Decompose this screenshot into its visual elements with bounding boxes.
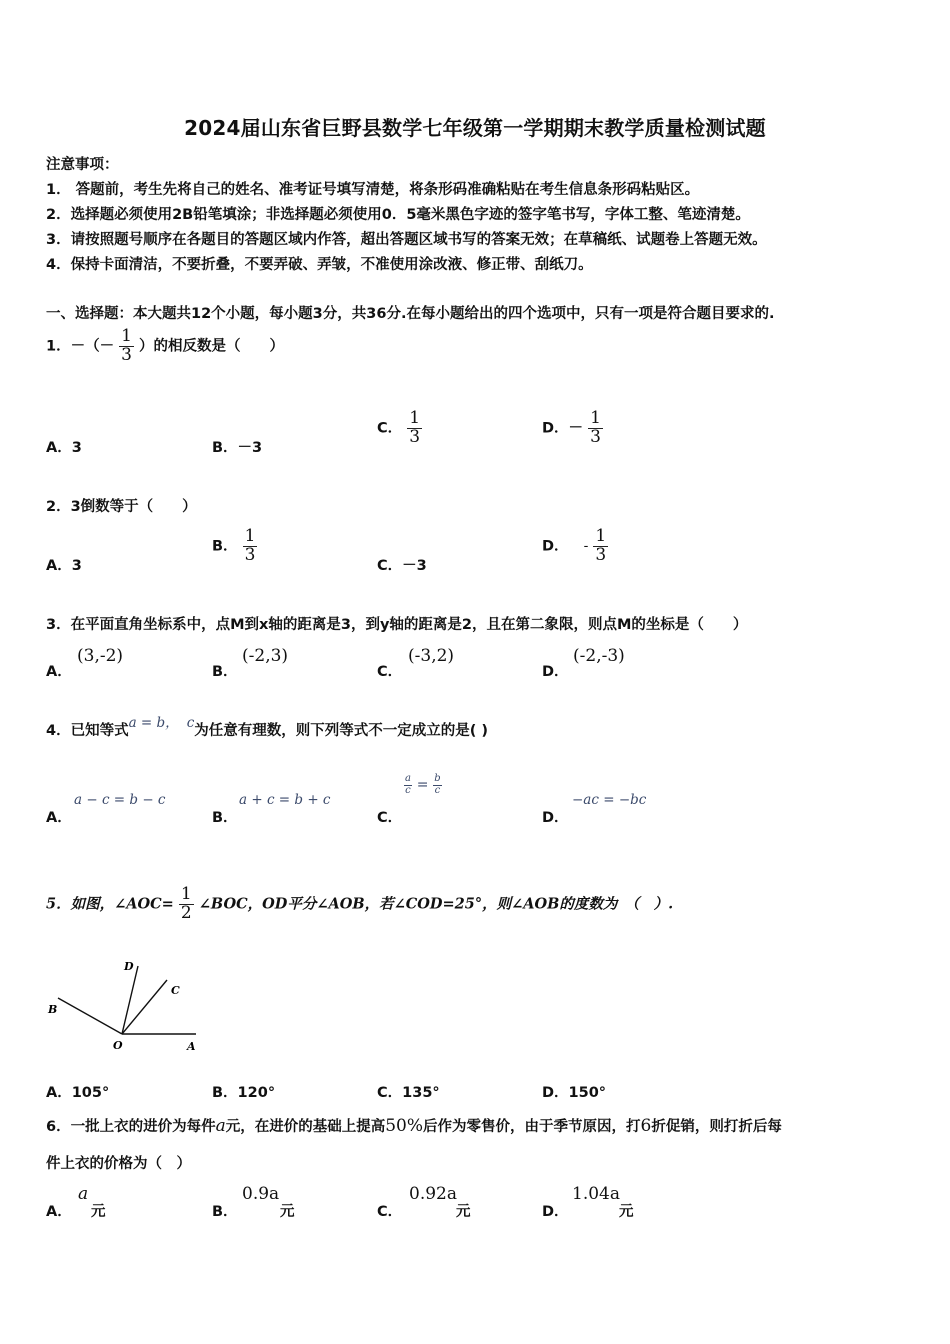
q4-c-equals: = — [416, 777, 429, 793]
q1-frac-den: 3 — [121, 344, 132, 365]
q6-option-d-value: 1.04a — [572, 1184, 620, 1204]
q1-frac-num: 1 — [121, 326, 132, 346]
note-item-1: 1． 答题前，考生先将自己的姓名、准考证号填写清楚，将条形码准确粘贴在考生信息条形码粘贴区。 — [46, 182, 700, 198]
q3-option-c-label[interactable]: C． — [377, 664, 403, 680]
q4-option-b-label[interactable]: B． — [212, 810, 238, 826]
question-5-stem — [46, 886, 673, 923]
q5-angle-figure — [40, 952, 210, 1057]
ray-ob — [58, 998, 122, 1034]
q4-option-d-value: −ac = −bc — [572, 792, 647, 808]
q6-option-b-unit: 元 — [280, 1204, 295, 1220]
q6-six: 6 — [640, 1116, 652, 1136]
label-c: C — [171, 984, 180, 997]
q6-option-c-value: 0.92a — [409, 1184, 457, 1204]
question-6-stem-line-2: 件上衣的价格为（ ） — [46, 1156, 191, 1172]
q4-c-frac-1 — [404, 774, 412, 796]
q4-option-a-label[interactable]: A． — [46, 810, 72, 826]
q5-option-d[interactable]: D．150° — [542, 1085, 607, 1101]
q4-c-num-1: a — [405, 773, 411, 784]
q6-stem-d: 折促销，则打折后每 — [651, 1119, 782, 1135]
q5-frac-num: 1 — [180, 884, 192, 904]
q5-fraction — [179, 886, 194, 923]
q6-option-d-unit: 元 — [619, 1204, 634, 1220]
label-b: B — [48, 1003, 58, 1016]
q2-option-c[interactable]: C．－3 — [377, 558, 427, 574]
q1-c-num: 1 — [409, 408, 421, 428]
note-item-4: 4．保持卡面清洁，不要折叠，不要弄破、弄皱，不准使用涂改液、修正带、刮纸刀。 — [46, 257, 593, 273]
question-3-stem: 3．在平面直角坐标系中，点M到x轴的距离是3，到y轴的距离是2，且在第二象限，则点M的坐标是（ ） — [46, 617, 748, 633]
label-o: O — [113, 1039, 123, 1052]
q1-option-b[interactable]: B．－3 — [212, 440, 263, 456]
section-heading: 一、选择题：本大题共12个小题，每小题3分，共36分.在每小题给出的四个选项中，只有一项是符合题目要求的. — [46, 306, 775, 322]
q6-stem-a: 6．一批上衣的进价为每件 — [46, 1119, 216, 1135]
q6-option-a-label[interactable]: A． — [46, 1204, 72, 1220]
q1-option-c-fraction — [407, 410, 422, 447]
q3-option-b-value: (-2,3) — [242, 646, 289, 666]
q2-option-d[interactable] — [542, 528, 608, 565]
q6-percent: 50% — [385, 1116, 424, 1136]
note-item-2: 2．选择题必须使用2B铅笔填涂；非选择题必须使用0．5毫米黑色字迹的签字笔书写，字体工整、笔迹清楚。 — [46, 207, 750, 223]
q4-option-c-value — [404, 774, 442, 796]
notes-heading: 注意事项： — [46, 157, 119, 173]
q2-d-sign: - — [583, 538, 589, 555]
q6-option-b-label[interactable]: B． — [212, 1204, 238, 1220]
q1-prefix: 1．－（－ — [46, 338, 115, 355]
q5-option-b[interactable]: B．120° — [212, 1085, 276, 1101]
q1-d-den: 3 — [590, 426, 601, 447]
q6-option-c-unit: 元 — [456, 1204, 471, 1220]
q4-option-a-value: a − c = b − c — [74, 792, 166, 808]
q2-option-b-fraction — [243, 528, 258, 565]
q2-option-d-label: D． — [542, 538, 569, 555]
q4-c-den-2: c — [434, 784, 441, 796]
q4-c-num-2: b — [434, 773, 441, 784]
q1-option-d-label: D．－ — [542, 420, 584, 437]
q3-option-b-label[interactable]: B． — [212, 664, 238, 680]
q3-option-a-value: (3,-2) — [77, 646, 124, 666]
q1-option-c[interactable] — [377, 410, 422, 447]
q2-option-a[interactable]: A．3 — [46, 558, 82, 574]
q3-option-d-label[interactable]: D． — [542, 664, 569, 680]
q4-option-d-label[interactable]: D． — [542, 810, 569, 826]
q4-option-b-value: a + c = b + c — [239, 792, 331, 808]
q4-stem-math-1: a = b， — [128, 715, 179, 731]
q1-d-num: 1 — [590, 408, 601, 428]
q2-option-b-label: B． — [212, 538, 238, 555]
q4-stem-b: 为任意有理数，则下列等式不一定成立的是( ) — [194, 723, 489, 739]
page-title: 2024届山东省巨野县数学七年级第一学期期末教学质量检测试题 — [184, 116, 766, 140]
q2-option-b[interactable] — [212, 528, 257, 565]
q5-frac-den: 2 — [180, 902, 192, 923]
q2-d-den: 3 — [595, 544, 607, 565]
q5-option-c[interactable]: C．135° — [377, 1085, 440, 1101]
q2-d-num: 1 — [595, 526, 607, 546]
q1-fraction — [119, 328, 134, 365]
q1-option-d[interactable] — [542, 410, 603, 447]
q6-var-a: a — [215, 1116, 226, 1136]
note-item-3: 3．请按照题号顺序在各题目的答题区域内作答，超出答题区域书写的答案无效；在草稿纸、试题卷上答题无效。 — [46, 232, 767, 248]
q1-c-den: 3 — [409, 426, 421, 447]
question-4-stem — [46, 715, 489, 740]
q4-c-den-1: c — [405, 784, 411, 796]
label-d: D — [124, 960, 134, 973]
q6-option-a-unit: 元 — [91, 1204, 106, 1220]
q4-stem-math-2: c — [186, 715, 195, 731]
q1-option-d-fraction — [588, 410, 603, 447]
q4-stem-a: 4．已知等式 — [46, 723, 129, 739]
q4-c-frac-2 — [433, 774, 441, 796]
q5-stem-b: ∠BOC，OD平分∠AOB，若∠COD=25°，则∠AOB的度数为 （ ）. — [198, 895, 674, 913]
q6-stem-b: 元，在进价的基础上提高 — [225, 1119, 386, 1135]
q2-option-d-fraction — [593, 528, 608, 565]
q1-option-c-label: C． — [377, 420, 403, 437]
q3-option-d-value: (-2,-3) — [573, 646, 625, 666]
q4-option-c-label[interactable]: C． — [377, 810, 403, 826]
q2-b-num: 1 — [244, 526, 256, 546]
q6-option-a-value: a — [78, 1184, 89, 1204]
q1-option-a[interactable]: A．3 — [46, 440, 82, 456]
q2-b-den: 3 — [244, 544, 256, 565]
question-2-stem: 2．3倒数等于（ ） — [46, 499, 197, 515]
q5-option-a[interactable]: A．105° — [46, 1085, 110, 1101]
q1-suffix: ）的相反数是（ ） — [139, 338, 285, 355]
q6-option-c-label[interactable]: C． — [377, 1204, 403, 1220]
question-6-stem-line-1 — [46, 1115, 782, 1136]
label-a: A — [187, 1040, 196, 1053]
q6-option-d-label[interactable]: D． — [542, 1204, 569, 1220]
question-1-stem — [46, 328, 284, 365]
q6-option-b-value: 0.9a — [242, 1184, 280, 1204]
q6-stem-c: 后作为零售价，由于季节原因，打 — [423, 1119, 641, 1135]
q3-option-a-label[interactable]: A． — [46, 664, 72, 680]
q3-option-c-value: (-3,2) — [408, 646, 455, 666]
q5-stem-a: 5．如图，∠AOC= — [46, 895, 174, 913]
